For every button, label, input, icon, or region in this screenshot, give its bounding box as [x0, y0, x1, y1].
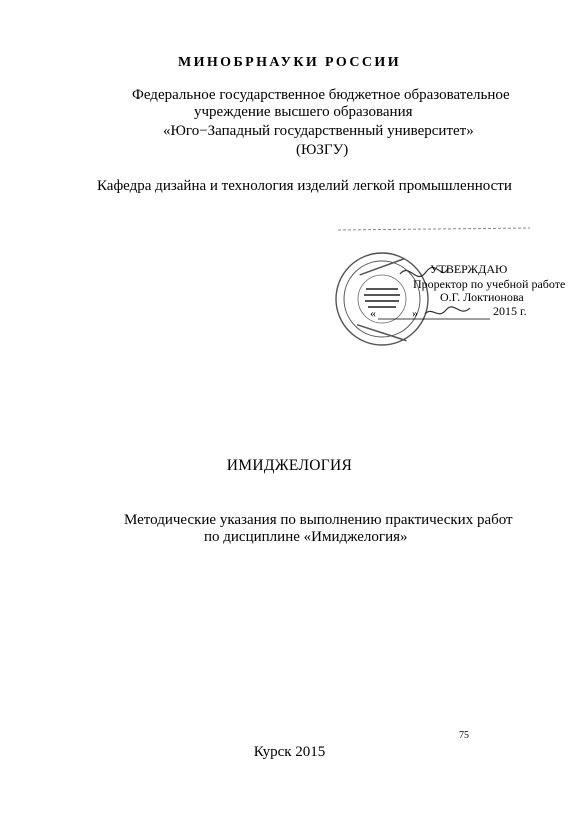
ministry-heading: МИНОБРНАУКИ РОССИИ [177, 55, 401, 70]
seal-inner-ring [344, 261, 420, 337]
institution-line-1: Федеральное государственное бюджетное образовательное [132, 87, 510, 103]
approve-label: УТВЕРЖДАЮ [430, 262, 508, 276]
institution-line-2: учреждение высшего образования [194, 104, 413, 120]
seal-texture [357, 258, 407, 342]
page-number: 75 [459, 730, 469, 741]
approval-year: 2015 г. [493, 304, 527, 318]
approver-position: Проректор по учебной работе [413, 277, 566, 291]
subtitle-line-1: Методические указания по выполнению практических работ [124, 512, 513, 528]
document-title: ИМИДЖЕЛОГИЯ [226, 457, 353, 474]
city-year: Курск 2015 [253, 744, 326, 760]
date-close-quote: » [412, 306, 418, 320]
subtitle-line-2: по дисциплине «Имиджелогия» [204, 529, 408, 545]
department-name: Кафедра дизайна и технология изделий легкой промышленности [97, 178, 512, 194]
seal-core-ring [358, 275, 406, 323]
approver-name: О.Г. Локтионова [440, 290, 524, 304]
scan-line [338, 228, 530, 230]
date-open-quote: « [370, 306, 376, 320]
university-name: «Юго−Западный государственный университет» [163, 123, 474, 139]
university-abbrev: (ЮЗГУ) [296, 142, 349, 158]
approval-block [330, 222, 566, 352]
date-handwriting [425, 307, 470, 314]
